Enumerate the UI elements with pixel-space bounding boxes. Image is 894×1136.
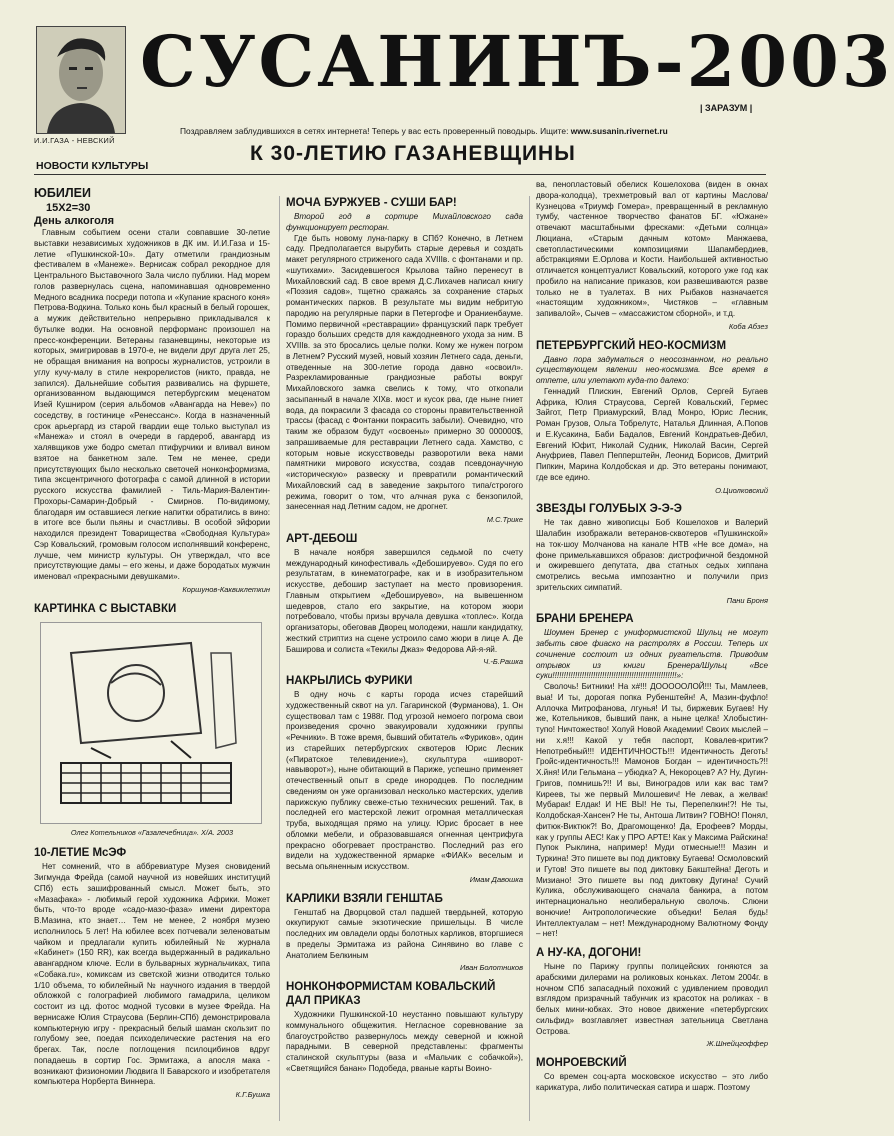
section-label: НОВОСТИ КУЛЬТУРЫ xyxy=(36,160,149,172)
article-signature: Ч.-Б.Рашка xyxy=(483,657,523,667)
article-body: Не так давно живописцы Боб Кошелохов и Валерий Шалабин изображали ветеранов-сквотеров «Пушкинской» на ток-шоу Молчанова на канале НТВ «Не все дома», на фоне примелькавшихся образов: дистрофичной бездомной и ожиревшего депутата, два статных седых хиппана смотрелись весьма импозантно и получили приз зрительских симпатий. xyxy=(536,518,768,592)
article-heading: ПЕТЕРБУРГСКИЙ НЕО-КОСМИЗМ xyxy=(536,339,727,352)
portrait-drawing xyxy=(37,27,125,133)
article-signature: Коба Абзез xyxy=(728,321,768,331)
column-3 xyxy=(536,180,768,1094)
header-rule xyxy=(34,174,766,175)
portrait-caption: И.И.ГАЗА - НЕВСКИЙ xyxy=(34,136,115,145)
article-signature: К.Г.Бушка xyxy=(235,1090,270,1099)
article-signature: Имам Давошка xyxy=(469,874,523,884)
article-body: В начале ноября завершился седьмой по счету международный кинофестиваль «Дебошируево». Судя по его результатам, в кинематографе, как и в изобразительном искусстве, дебошир заступает на место провизорения. Главным открытием «Дебошируево», на вывешенном шедевров, стало его закрытие, на котором жюри потребовало, чтобы призы вручала девушка «топлес». Когда организаторы, обеговав Дворец молодежи, нашли кандидатку, жесткий стриптиз на сцене устроило само жюри в лице А. Де Баширова и солиста «Текилы Джаз» Федорова Ай-я-яй. xyxy=(286,547,523,654)
column-1 xyxy=(34,180,270,1105)
article-body: Главным событием осени стали совпавшие 30-летие выставки независимых художников в ДК им. И.И.Газа и 15-летие «Пушкинской-10». Дату отметили грандиозным фестивалем в «Манеже». Вернисаж собрал рекордное для Центрального Выставочного Зала число публики. Над морем голов развернулась сцена, напоминавшая одновременно Медного всадника посреди потопа и «Купание красного коня» Петрова-Водкина. Только конь был красный в белый горошек, а мужик действительно непрерывно прикладывался к бутылке водки. На основной перформанс произошел на пресс-конференции. Ветераны газаневщины, некоторые из которых, эмигрировав в 1970-е, не видели друг друга лет 25, не обращая внимания на вопросы журналистов, устроили в углу кучу-малу в стиле некрорелистов (никто, правда, не запился). Дальнейшие события развивались на фуршете, организованном выдающимся петербургским меценатом Изей Кушниром (серия альбомов «Авангарда на Неве») по соседству, в гостинице «Ренессанс». Когда в назначенный срок арьергард из старой гвардии еще только выступал из «Манежа» и стоял в очереди в гардероб, авангард из халявщиков уже бодро сметал птифурчики и вливал вином взятое на банкетном зале. Тем не менее, среди присутствующих было несколько светочей нонконформизма, типа эксцентричного фотографа с самой длинной в истории русского искусства фамилией - Тиль-Мария-Валентин-Прохоры-Самарин-Добрый - Смирнов. По-видимому, благодаря им оставшиеся легкие напитки обратились в вино: в итоге все были пьяны и счастливы. В особой эйфории находился президент Товарищества «Свободная Культура» Сэр Ковальский, громовым голосом исполнявший конференс, лучше, чем министр культуры. Он утверждал, что все присутствующие дамы – его жены, и даже бородатых мужчин именовал «прекрасными девушками». xyxy=(34,228,270,581)
article-signature: О.Циолковский xyxy=(715,485,768,495)
article-heading: МОЧА БУРЖУЕВ - СУШИ БАР! xyxy=(286,197,457,209)
portrait-photo xyxy=(36,26,126,134)
article-signature: Коршунов-Каквиклеткин xyxy=(182,584,270,594)
article-body: В одну ночь с карты города исчез старейший художественный сквот на ул. Гагаринской (Фурманова), 1. Он существовал там с 1988г. Под угрозой немоего погрома свои произведения срочно эвакуировали художники группы «Речники». В тоже время, бывший обитатель «Фуриков», один из старейших петербургских сквотеров Юрис Лесник («Пиратское телевидение»), скульптура «шиворот-навыворот»), ныне обитающий в Париже, успешно применяет отечественный опыт в среде инородцев. По последним сведениям он уже организовал несколько мастерских, уделив парижскую публику свеже-стью технических решений. Так, в последней его мастерской лежит огромная металлическая труба, выходящая прямо на улицу. Юрис бросает в нее обломки мебели, и образовавшаяся огненная центрифуга прекрасно обогревает пространство. Последний раз его видели на художественной ярмарке «ФИАК» веселым и весьма опьяненным искусством. xyxy=(286,690,523,871)
article-body: Со времен соц-арта московское искусство – это либо карикатура, либо политическая сатира и шарж. Поэтому xyxy=(536,1072,768,1092)
article-body: Художники Пушкинской-10 неустанно повышают культуру коммунального общежития. Негласное соревнование за благоустройство развернулось между северной и южной парадными. В северной представлены: фрагменты сталинской скульптуры (ваза и «Мальчик с собачкой»), «Светящийся банан» Подобеда, рваные карты Воино- xyxy=(286,1010,523,1073)
article-heading: КАРЛИКИ ВЗЯЛИ ГЕНШТАБ xyxy=(286,892,443,905)
article-heading: 10-ЛЕТИЕ МсЭФ xyxy=(34,847,127,860)
article-lead: Давно пора задуматься о неосознанном, но реально существующем явлении нео-космизма. Все время в отпете, или улетают куда-то далеко: xyxy=(536,354,768,385)
article-body: Сволочь! Битники! На х#!!! ДОООООЛОЙ!!! Ты, Мамлеев, выа! И ты, дорогая попка Рубенштейн! А, Мазин-фуфло! Аллочка Митрофанова, лгунья! И ты, биржевик Бугаев! Ну же, Котельников, бывший панк, а ныне целка! Хлобыстин-тупо! Ничтожество! Холуй Новой Академии! Своих мыслей – ни х.я!!! Какой у тебя паспорт, Ковалев-критик? Непотребный!!! ИДЕНТИЧНОСТЬ!!! Идентичность Деготь! Гройс-идентичность!!! Мамонов Богдан – идентичность?!! Х.йня! Или Гельмана – убюдка? А, Некороцев? А? Ну, Дугин-Григов, помнишь?!! И вы, Виноградов или как вас там? Киреев, ты же первый Милошевич! Не левак, а желвак! Мубарак! Елдак! И НЕ ВЫ! Не ты, Перепелкин!?! Не ты, Колдобская-Хансен? Не ты, Антоша Литвин? ГОВНО! Понял, фитюк-Виктюк?! Во, Драгомощенко! Да, Ерофеев? Морды, как у группы АЕС! Как у ПРО АРТЕ! Как у Максима Райскина! Пупок Рыклина, например! Муди отмесные!!! Мазин и Туркина! Это пишете вы под диктовку Бугаева! Осмоловский и Гутов! Это пишете вы под диктовку Бакштейна! Деготь и Мизиано! Это пишете вы под диктовку Дугина! Сучий Кулика, обслуживающего сначала банкира, а потом интернационально неолиберальную сволочь. Слюни вонючие! Антропологические объедки! Белая будь! Интеллектуалам – нет! Международному Валютному Фонду – нет! xyxy=(536,682,768,939)
painting-illustration xyxy=(41,623,261,823)
greeting-text: Поздравляем заблудившихся в сетях интернета! Теперь у вас есть проверенный поводырь. Ищите: xyxy=(180,126,569,136)
article-body: Нет сомнений, что в аббревиатуре Музея сновидений Зигмунда Фрейда (самой научной из новейших институций СПб) есть зашифрованный смысл. Может быть, это «Мазафака» - любимый герой художника Африки. Может быть, что-то вроде «садо-мазо-фаза» имени директора В.Мазина, кто знает… Тем не менее, 2 ноября музею исполнилось 5 лет! На юбилее всех потчевали зеленоватым чайком и предлагали купить юбилейный № журнала «Кабинет» (150 RR), как всегда выдержанный в радикально авангардном ключе. Если в бульварных журнальчиках, типа «Собака.ru», комиксам из светской жизни отводится только 1/10 объема, то юбилейный № научного издания в твердой обложкой с голографией любимого гамадрила, целиком состоит из цд. фотос модной тусовки в музее Фрейда. На вернисаже Юлия Страусова (Берлин-СПб) демонстрировала компьютерную игру - прекрасный белый шаман скользит по голубому зее, поедая психоделические растения на его брегах. Так, после поглощения псилоцибинов вдруг попадаешь в сортир Гос. Эрмитажа, а апосля мака - возникают физиономии Людвига II Баварского и изобретателя компьютера Норберта Виннера. xyxy=(34,862,270,1087)
masthead xyxy=(140,20,894,122)
article-body: Где быть новому луна-парку в СПб? Конечно, в Летнем саду. Предполагается вырубить старые деревья и создать макет регулярного стриженого сада XVIIIв. с фонтанами и пр. «шутихами». Засидевшегося Крылова тайно перенесут в Михайловский сад. В свое время Д.С.Лихачев написал книгу «Поэзия садов», тщетно сражаясь за сохранение старых романтических парков. В результате мы видим небритую пародию на регулярные парки в Петергофе и Ораниенбауме. Помимо первичной «реставрации» французский парк требует гораздо больших средств для каждодневного ухода за ним. В XVIIIв. за это бросались целые полки. Кому же нужен погром в Летнем? Русский музей, новый хозяин Летнего сада, деньги, отведенные на 300-летие города давно «освоил». Разрекламированные грандиозные работы вокруг Михайловского замка свелись к тому, что откопали засыпанный в начале XIXв. мост и кусок рва, где ныне гниет вода, да покрасили 3 фасада со стороны правительственной трассы (фасад с Фонтанки покрасить забыли). Очевидно, что таким же образом будут «освоены» примерно 30 000000$, запрашиваемые для реставрации Летнего сада. Хамство, с которым новые искусствоведы разворотили века нами памятники мирового искусства, создав псевдонаучную «историческую» развеску и превратили романтический Михайловский сад в заведение закрытого типа/строгого режима, говорит о том, что алчная рука с бензопилой, занесенная над Летним садом, не дрогнет. xyxy=(286,233,523,512)
exhibition-picture xyxy=(40,622,262,824)
article-body: Ныне по Парижу группы полицейских гоняются за арабскими дилерами на роликовых коньках. Летом 2004г. в ночном СПб запасадный похожий с удивлением проводил взглядом призрачный табунчик из красоток на роликах - в белых мини-юбках. Это новое движение «петербургских сильфид» возглавляет известная зательница Светлана Острова. xyxy=(536,962,768,1036)
website-link[interactable]: www.susanin.rivernet.ru xyxy=(570,126,668,136)
tagline: | ЗАРАЗУМ | xyxy=(700,103,753,113)
article-heading: ЗВЕЗДЫ ГОЛУБЫХ Э-Э-Э xyxy=(536,503,682,516)
article-heading: НОНКОНФОРМИСТАМ КОВАЛЬСКИЙ ДАЛ ПРИКАЗ xyxy=(286,981,496,1007)
article-heading: АРТ-ДЕБОШ xyxy=(286,532,358,545)
newspaper-title: СУСАНИНЪ-2003 xyxy=(140,20,894,103)
article-heading: БРАНИ БРЕНЕРА xyxy=(536,613,634,626)
article-body: Геннадий Плискин, Евгений Орлов, Сергей Бугаев Африка, Юлия Страусова, Сергей Ковальский, Гермес Зайгот, Петр Приамурский, Влад Монро, Юрис Лесник, Роман Грузов, Ольга Тобрелутс, Наталья Длинная, А.Попов и Е.Кусакина, Баби Бадалов, Евгений Кондратьев-Дебил, Евгений Юфит, Николай Судник, Николай Васин, Сергей Ануфриев, Павел Пепперштейн, Леонид Борисов, Дмитрий Пипкин, Марина Колдобская и др. Это ветераны понимают, где все едино. xyxy=(536,386,768,482)
article-signature: Пани Броня xyxy=(726,595,768,605)
picture-caption: Олег Котельников «Газалечебница». Х/А. 2003 xyxy=(70,827,234,837)
article-body: ва, пенопластовый обелиск Кошелохова (виден в окнах двора-колодца), трехметровый вал от картины Маслова/Кузнецова «Триумф Гомера», превращенный в рекламную тумбу, частенное творчество фанатов БГ. «Южане» отвечают масштабными фресками: «Детьми солнца» Люциана, «Старым дачным котом» Манжаева, светопластическими композициями Шапамбердиев, абстракциями Е.Орлова и Кости. Наибольшей активностью отличается концептуалист Ковальский, которого уже год как пробило на написание приказов, кои развешиваются разве только не в туалетах. В них Рыбаков назначается «настоящим художником», Чистяков – «главным запивалой», Сычев – «массажистом сборной», и т.д. xyxy=(536,180,768,318)
article-heading: ЮБИЛЕИ xyxy=(34,186,91,200)
article-heading: НАКРЫЛИСЬ ФУРИКИ xyxy=(286,675,413,687)
column-divider xyxy=(279,196,280,1121)
article-subheading: 15Х2=30 xyxy=(46,202,91,214)
article-subheading: День алкоголя xyxy=(34,215,115,227)
article-signature: Ж.Шнейцгоффер xyxy=(706,1039,768,1049)
article-signature: Иван Болотников xyxy=(460,963,523,973)
article-lead: Второй год в сортире Михайловского сада функционирует ресторан. xyxy=(286,212,523,232)
article-heading: А НУ-КА, ДОГОНИ! xyxy=(536,947,642,959)
article-heading: МОНРОЕВСКИЙ xyxy=(536,1057,627,1069)
article-body: Генштаб на Дворцовой стал падшей твердыней, которую оккупируют самые экзотические пришельцы. В числе последних им овладели орды болотных карликов, вторгшиеся в пределы Эрмитажа из района Синявино во главе с Анатолием Белкиным xyxy=(286,907,523,960)
column-2 xyxy=(286,196,523,1075)
article-lead: Шоумен Бренер с униформистской Шульц не могут забыть свое фиаско на растролях в России. Теперь их сочинение состоит из одних ругательств. Приводим отрывок из книги Бренера/Шульц «Все суки!!!!!!!!!!!!!!!!!!!!!!!!!!!!!!!!!!!!!!!!!!!!!!!!!!!!!!!»: xyxy=(536,628,768,681)
article-signature: М.С.Трике xyxy=(486,515,523,524)
anniversary-banner: К 30-ЛЕТИЮ ГАЗАНЕВЩИНЫ xyxy=(250,142,576,165)
column-divider xyxy=(529,196,530,1121)
article-heading: КАРТИНКА С ВЫСТАВКИ xyxy=(34,602,177,615)
greeting-line xyxy=(180,126,770,136)
